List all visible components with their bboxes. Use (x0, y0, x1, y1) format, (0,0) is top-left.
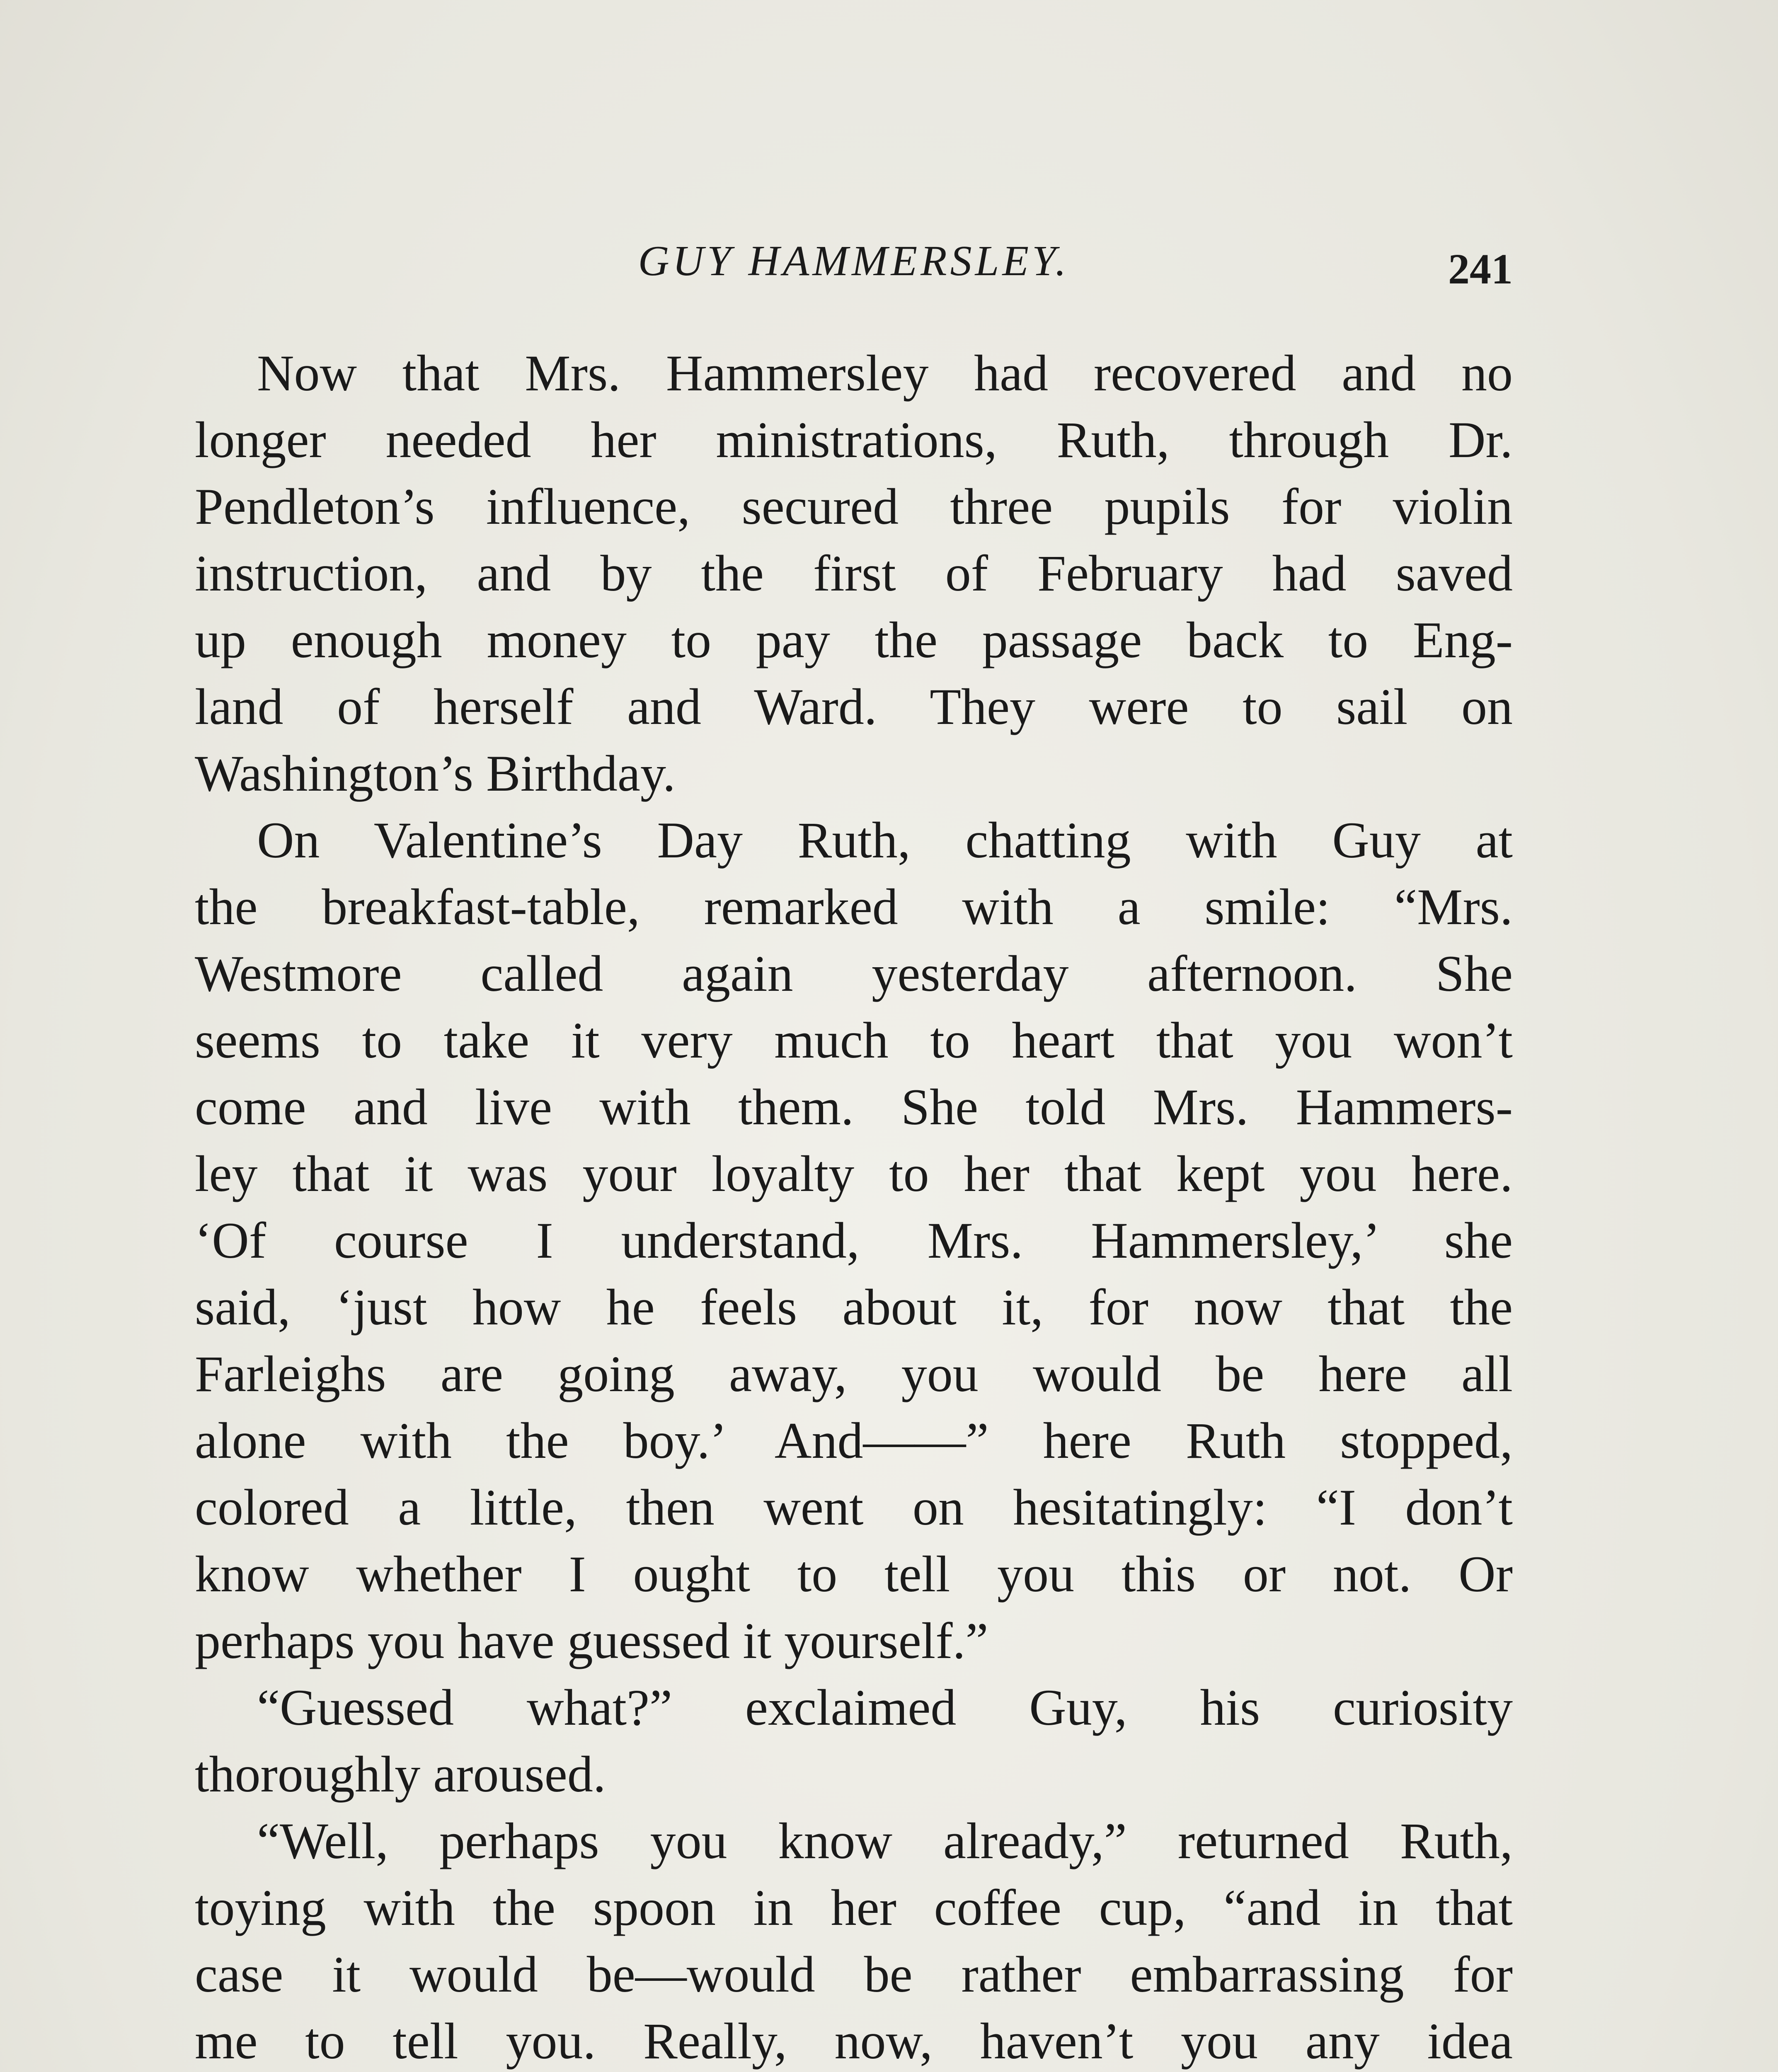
text-line: Pendleton’s influence, secured three pupils for violin (195, 478, 1513, 535)
text-line: seems to take it very much to heart that you won’t (195, 1012, 1513, 1069)
text-line: On Valentine’s Day Ruth, chatting with Guy at (257, 812, 1513, 869)
text-line: up enough money to pay the passage back to Eng- (195, 612, 1513, 668)
text-line: case it would be—would be rather embarrassing for (195, 1946, 1513, 2003)
text-line: the breakfast-table, remarked with a smile: “Mrs. (195, 879, 1513, 935)
text-line: thoroughly aroused. (195, 1746, 606, 1803)
body-text (195, 340, 1513, 2072)
text-line: me to tell you. Really, now, haven’t you any idea (195, 2013, 1513, 2070)
page-number: 241 (1448, 245, 1513, 293)
running-title: GUY HAMMERSLEY. (638, 237, 1070, 285)
text-line: Westmore called again yesterday afternoon. She (195, 945, 1513, 1002)
running-head (195, 232, 1513, 298)
text-line: come and live with them. She told Mrs. Hammers- (195, 1079, 1513, 1135)
text-line: said, ‘just how he feels about it, for now that the (195, 1279, 1513, 1336)
text-line: “Guessed what?” exclaimed Guy, his curiosity (257, 1679, 1513, 1736)
text-line: colored a little, then went on hesitatingly: “I don’t (195, 1479, 1513, 1536)
text-line: ‘Of course I understand, Mrs. Hammersley,’ she (195, 1212, 1513, 1269)
text-line: Washington’s Birthday. (195, 745, 676, 802)
text-line: longer needed her ministrations, Ruth, through Dr. (195, 411, 1513, 468)
text-line: Farleighs are going away, you would be here all (195, 1346, 1513, 1402)
text-line: ley that it was your loyalty to her that kept you here. (195, 1145, 1513, 1202)
text-line: Now that Mrs. Hammersley had recovered and no (257, 345, 1513, 402)
text-line: know whether I ought to tell you this or not. Or (195, 1546, 1513, 1602)
text-line: land of herself and Ward. They were to sail on (195, 678, 1513, 735)
text-line: perhaps you have guessed it yourself.” (195, 1612, 988, 1669)
text-line: instruction, and by the first of February had saved (195, 545, 1513, 602)
text-line: alone with the boy.’ And——” here Ruth stopped, (195, 1412, 1513, 1469)
text-line: toying with the spoon in her coffee cup, “and in that (195, 1879, 1513, 1936)
text-line: “Well, perhaps you know already,” returned Ruth, (257, 1813, 1513, 1869)
